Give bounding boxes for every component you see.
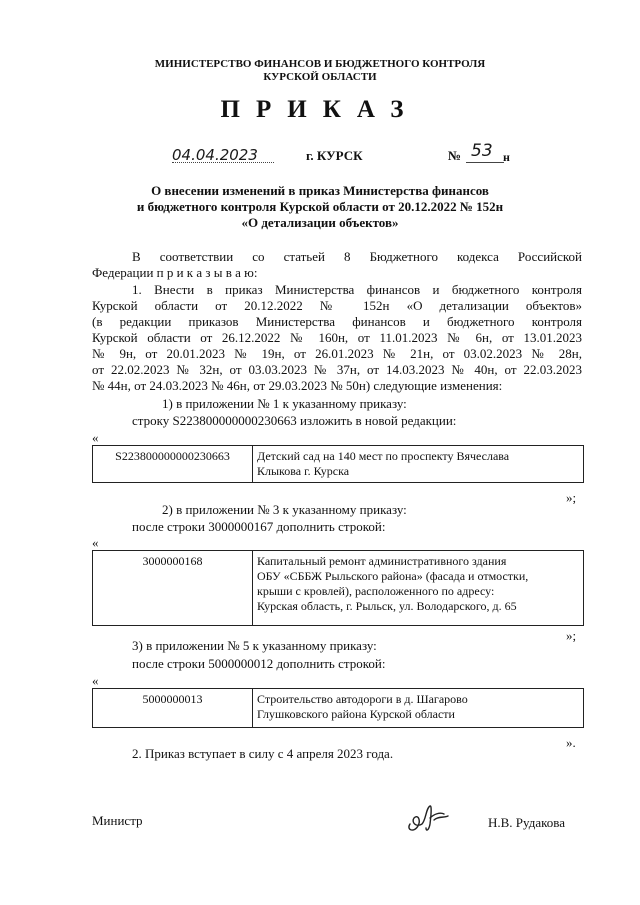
- item1-line: Курской области от 20.12.2022 № 152н «О детализации объектов»: [92, 298, 582, 313]
- table-cell-line: крыши с кровлей), расположенного по адресу:: [257, 584, 495, 598]
- ministry-name-line2: КУРСКОЙ ОБЛАСТИ: [263, 71, 377, 83]
- table-cell-code: 5000000013: [93, 689, 253, 727]
- open-quote: «: [92, 673, 99, 688]
- subitem2-title: 2) в приложении № 3 к указанному приказу:: [162, 502, 407, 517]
- subject-line: О внесении изменений в приказ Министерства финансов: [151, 183, 489, 198]
- document-type-title: ПРИКАЗ: [220, 96, 420, 123]
- subitem2-action: после строки 3000000167 дополнить строкой:: [132, 519, 386, 534]
- subitem3-title: 3) в приложении № 5 к указанному приказу:: [132, 638, 377, 653]
- item1-line: 1. Внести в приказ Министерства финансов и бюджетного контроля: [132, 282, 582, 297]
- close-quote: »;: [566, 490, 577, 505]
- number-underline: [466, 162, 504, 163]
- table-cell-name: [253, 689, 472, 727]
- table-cell-line: ОБУ «СББЖ Рыльского района» (фасада и отмостки,: [257, 569, 529, 583]
- table-cell-code: S223800000000230663: [93, 446, 253, 482]
- subject-line: и бюджетного контроля Курской области от 20.12.2022 № 152н: [136, 199, 504, 214]
- preamble-line: В соответствии со статьей 8 Бюджетного кодекса Российской: [132, 249, 582, 264]
- close-quote: ».: [566, 735, 576, 750]
- table-cell-line: Капитальный ремонт административного здания: [257, 554, 507, 568]
- table-cell-line: Клыкова г. Курска: [257, 464, 350, 478]
- signatory-position: Министр: [92, 813, 143, 828]
- open-quote: «: [92, 430, 99, 445]
- handwritten-date: 04.04.2023: [172, 146, 258, 164]
- item1-line: № 9н, от 20.01.2023 № 19н, от 26.01.2023 № 21н, от 03.02.2023 № 28н,: [92, 346, 582, 361]
- handwritten-signature: [404, 800, 454, 836]
- subitem1-title: 1) в приложении № 1 к указанному приказу:: [162, 396, 407, 411]
- open-quote: «: [92, 535, 99, 550]
- signatory-name: Н.В. Рудакова: [488, 815, 565, 830]
- table-row-3000000168: [92, 550, 584, 626]
- handwritten-number: 53: [471, 141, 493, 161]
- item1-line: № 44н, от 24.03.2023 № 46н, от 29.03.2023 № 50н) следующие изменения:: [92, 378, 503, 393]
- ministry-name-line1: МИНИСТЕРСТВО ФИНАНСОВ И БЮДЖЕТНОГО КОНТРОЛЯ: [154, 58, 486, 70]
- close-quote: »;: [566, 628, 577, 643]
- item1-line: от 22.02.2023 № 32н, от 03.03.2023 № 37н, от 14.03.2023 № 40н, от 22.03.2023: [92, 362, 582, 377]
- table-cell-code: 3000000168: [93, 551, 253, 625]
- subitem1-action: строку S223800000000230663 изложить в новой редакции:: [132, 413, 457, 428]
- table-cell-line: Строительство автодороги в д. Шагарово: [257, 692, 468, 706]
- item2-effective-date: 2. Приказ вступает в силу с 4 апреля 2023 года.: [132, 746, 394, 761]
- table-cell-name: [253, 551, 532, 625]
- preamble-line: Федерации п р и к а з ы в а ю:: [92, 265, 258, 280]
- item1-line: (в редакции приказов Министерства финансов и бюджетного контроля: [92, 314, 582, 329]
- subject-line: «О детализации объектов»: [241, 215, 399, 230]
- item1-line: Курской области от 26.12.2022 № 160н, от 11.01.2023 № 6н, от 13.01.2023: [92, 330, 582, 345]
- table-cell-line: Детский сад на 140 мест по проспекту Вячеслава: [257, 449, 510, 463]
- table-row-s223800000000230663: [92, 445, 584, 483]
- city-label: г. КУРСК: [306, 148, 363, 163]
- date-underline: [172, 162, 274, 163]
- table-cell-name: [253, 446, 513, 482]
- subitem3-action: после строки 5000000012 дополнить строкой:: [132, 656, 386, 671]
- table-cell-line: Курская область, г. Рыльск, ул. Володарского, д. 65: [257, 599, 517, 613]
- number-suffix: н: [503, 150, 510, 164]
- order-subject: [0, 183, 640, 231]
- table-cell-line: Глушковского района Курской области: [257, 707, 455, 721]
- number-prefix: №: [448, 148, 462, 163]
- table-row-5000000013: [92, 688, 584, 728]
